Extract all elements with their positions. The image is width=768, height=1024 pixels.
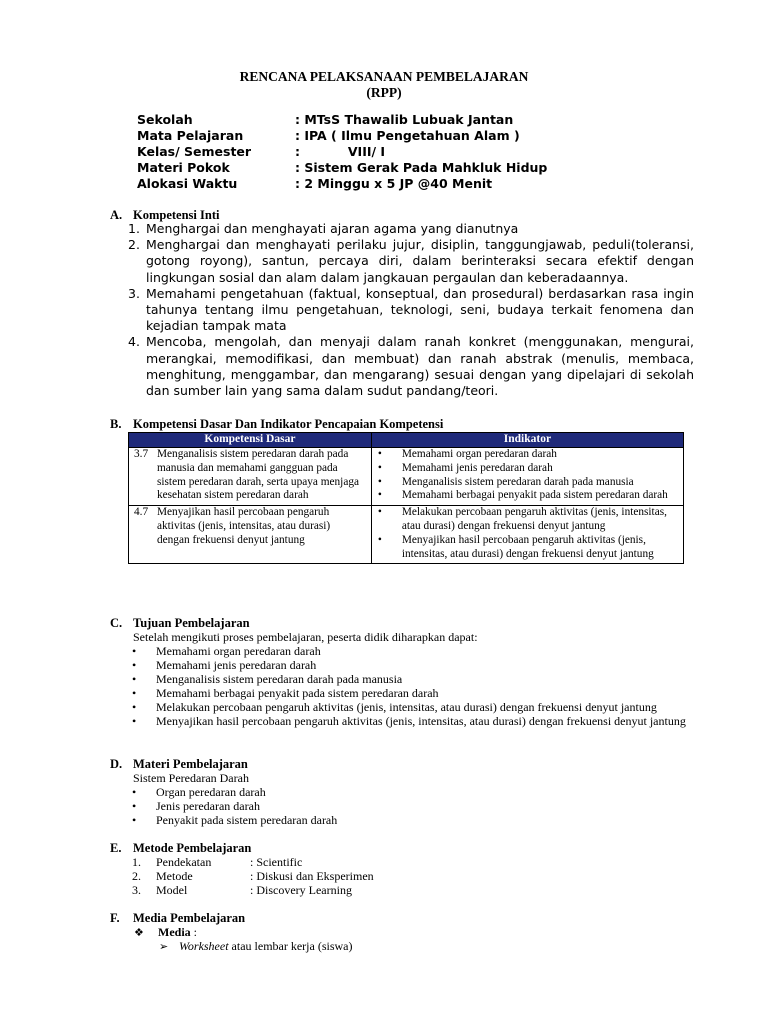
item-text: Melakukan percobaan pengaruh aktivitas (jenis, intensitas, atau durasi) dengan frekuensi denyut jantung (156, 700, 657, 714)
kompetensi-dasar-table (128, 432, 684, 564)
indikator-cell (371, 506, 683, 564)
section-c-intro: Setelah mengikuti proses pembelajaran, peserta didik diharapkan dapat: (133, 630, 478, 644)
item-number: 1. (128, 221, 140, 236)
list-item (128, 237, 694, 286)
bullet-icon: • (132, 700, 137, 714)
section-b-heading (110, 417, 443, 432)
list-item (132, 672, 702, 686)
list-item (372, 534, 683, 562)
bullet-icon: • (132, 799, 137, 813)
bullet-icon: • (132, 672, 137, 686)
indicator-text: Memahami organ peredaran darah (401, 448, 557, 460)
bullet-icon: • (132, 813, 137, 827)
item-text: Memahami berbagai penyakit pada sistem peredaran darah (156, 686, 439, 700)
bullet-icon: • (377, 448, 382, 460)
section-letter: E. (110, 841, 122, 855)
list-item (128, 221, 694, 237)
identity-value: : 2 Minggu x 5 JP @40 Menit (295, 176, 493, 191)
table-header-row (129, 433, 684, 448)
indicator-text: Memahami jenis peredaran darah (401, 461, 553, 474)
section-title: Materi Pembelajaran (133, 757, 248, 771)
column-header-indikator: Indikator (371, 433, 683, 448)
item-key: Metode (156, 869, 193, 883)
list-item (132, 799, 702, 813)
section-title: Kompetensi Dasar Dan Indikator Pencapaian Kompetensi (133, 417, 444, 431)
list-item (128, 334, 694, 399)
item-text: Menghargai dan menghayati ajaran agama yang dianutnya (146, 221, 519, 236)
item-text: Mencoba, mengolah, dan menyaji dalam ranah konkret (menggunakan, mengurai, merangkai, memodifikasi, dan membuat) dan ranah abstrak (menulis, membaca, menghitung, menggambar, dan mengarang) sesuai dengan yang dipelajari di sekolah dan sumber lain yang sama dalam sudut pandang/teori. (146, 334, 694, 399)
worksheet-line (159, 939, 353, 954)
document-title: RENCANA PELAKSANAAN PEMBELAJARAN (239, 69, 529, 84)
bullet-icon: • (132, 686, 137, 700)
item-number: 1. (132, 855, 141, 869)
diamond-bullet-icon: ❖ (134, 926, 144, 939)
item-number: 2. (132, 869, 141, 883)
list-item (132, 686, 702, 700)
kompetensi-inti-list (128, 221, 694, 399)
identity-value: : Sistem Gerak Pada Mahkluk Hidup (295, 160, 548, 175)
indikator-list (372, 506, 683, 561)
list-item (132, 785, 702, 799)
table-row (129, 506, 684, 564)
section-c-heading (110, 616, 250, 631)
section-title: Tujuan Pembelajaran (133, 616, 250, 630)
media-line (134, 925, 197, 940)
item-text: Memahami jenis peredaran darah (156, 658, 317, 672)
section-letter: B. (110, 417, 122, 431)
item-key: Pendekatan (156, 855, 212, 869)
kd-cell (129, 506, 372, 564)
indicator-text: Menyajikan hasil percobaan pengaruh aktivitas (jenis, intensitas, atau durasi) dengan frekuensi denyut jantung (401, 533, 654, 560)
media-label: Media (158, 925, 191, 939)
list-item (372, 506, 683, 534)
table-row (129, 448, 684, 506)
bullet-icon: • (377, 489, 382, 502)
section-d-intro: Sistem Peredaran Darah (133, 771, 249, 785)
item-number: 2. (128, 237, 140, 253)
item-text: Menyajikan hasil percobaan pengaruh aktivitas (jenis, intensitas, atau durasi) dengan frekuensi denyut jantung (156, 714, 686, 728)
bullet-icon: • (132, 658, 137, 672)
indikator-list (372, 448, 683, 503)
item-text: Jenis peredaran darah (156, 799, 260, 813)
section-title: Media Pembelajaran (133, 911, 246, 925)
item-number: 4. (128, 334, 140, 350)
item-number: 3. (132, 883, 141, 897)
identity-label: Sekolah (137, 112, 193, 127)
item-text: Menganalisis sistem peredaran darah pada manusia (156, 672, 403, 686)
list-item (132, 813, 702, 827)
item-text: Penyakit pada sistem peredaran darah (156, 813, 338, 827)
bullet-icon: • (377, 461, 382, 474)
identity-value: : VIII/ I (295, 144, 386, 159)
list-item (132, 700, 702, 714)
list-item (372, 476, 683, 490)
bullet-icon: • (377, 475, 382, 488)
identity-value: : IPA ( Ilmu Pengetahuan Alam ) (295, 128, 520, 143)
item-value: : Diskusi dan Eksperimen (250, 869, 374, 883)
bullet-icon: • (132, 644, 137, 658)
item-value: : Discovery Learning (250, 883, 352, 897)
list-item (132, 644, 702, 658)
bullet-icon: • (377, 533, 382, 546)
worksheet-emphasis: Worksheet (179, 939, 229, 953)
item-value: : Scientific (250, 855, 303, 869)
document-subtitle: (RPP) (366, 85, 402, 100)
section-e-heading (110, 841, 251, 856)
identity-label: Mata Pelajaran (137, 128, 244, 143)
list-item (132, 658, 702, 672)
kd-cell (129, 448, 372, 506)
item-text: Organ peredaran darah (156, 785, 266, 799)
bullet-icon: • (132, 714, 137, 728)
section-letter: F. (110, 911, 120, 925)
indicator-text: Menganalisis sistem peredaran darah pada manusia (401, 475, 634, 488)
identity-label: Alokasi Waktu (137, 176, 238, 191)
bullet-icon: • (377, 506, 382, 519)
item-number: 3. (128, 285, 140, 301)
item-key: Model (156, 883, 188, 897)
section-title: Kompetensi Inti (133, 208, 220, 222)
identity-label: Materi Pokok (137, 160, 230, 175)
tujuan-list (132, 644, 702, 728)
list-item (132, 714, 691, 728)
list-item (372, 489, 683, 503)
identity-value: : MTsS Thawalib Lubuak Jantan (295, 112, 514, 127)
section-title: Metode Pembelajaran (133, 841, 252, 855)
bullet-icon: • (132, 785, 137, 799)
worksheet-rest: atau lembar kerja (siswa) (228, 939, 353, 953)
section-d-heading (110, 757, 248, 772)
identity-label: Kelas/ Semester (137, 144, 252, 159)
indicator-text: Memahami berbagai penyakit pada sistem peredaran darah (401, 489, 668, 502)
media-colon: : (190, 925, 198, 939)
section-f-heading (110, 911, 245, 926)
kd-number: 4.7 (134, 506, 149, 519)
indicator-text: Melakukan percobaan pengaruh aktivitas (jenis, intensitas, atau durasi) dengan frekuensi denyut jantung (401, 506, 667, 532)
section-letter: C. (110, 616, 123, 630)
kd-number: 3.7 (134, 448, 149, 460)
indikator-cell (371, 448, 683, 506)
arrow-bullet-icon: ➢ (159, 940, 169, 953)
section-letter: A. (110, 208, 123, 222)
materi-list (132, 785, 702, 827)
section-letter: D. (110, 757, 123, 771)
list-item (128, 286, 694, 335)
item-text: Memahami organ peredaran darah (156, 644, 321, 658)
column-header-kd: Kompetensi Dasar (129, 433, 372, 448)
kd-text: Menganalisis sistem peredaran darah pada manusia dan memahami gangguan pada sistem peredaran darah, serta upaya menjaga kesehatan sistem peredaran darah (157, 448, 359, 502)
item-text: Memahami pengetahuan (faktual, konseptual, dan prosedural) berdasarkan rasa ingin tahunya tentang ilmu pengetahuan, teknologi, seni, budaya terkait fenomena dan kejadian tampak mata (146, 285, 694, 334)
list-item (372, 448, 683, 462)
kd-text: Menyajikan hasil percobaan pengaruh aktivitas (jenis, intensitas, atau durasi) dengan frekuensi denyut jantung (157, 506, 331, 546)
item-text: Menghargai dan menghayati perilaku jujur, disiplin, tanggungjawab, peduli(toleransi, gotong royong), santun, percaya diri, dalam berinteraksi secara efektif dengan lingkungan sosial dan alam dalam jangkauan pergaulan dan keberadaannya. (146, 237, 694, 285)
list-item (372, 462, 683, 476)
